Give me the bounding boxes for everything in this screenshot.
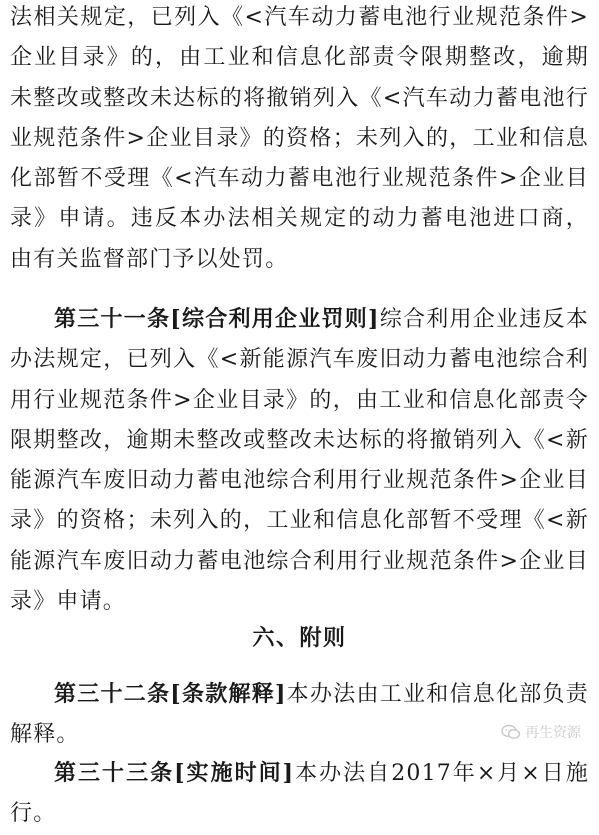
wechat-icon — [501, 724, 521, 740]
section-heading: 六、附则 — [252, 625, 347, 651]
article-32-title: 第三十二条[条款解释] — [54, 681, 287, 707]
article-31 — [10, 299, 589, 622]
article-33-body: 本办法自2017年×月×日施行。 — [10, 761, 589, 827]
article-32 — [10, 674, 589, 756]
article-32-body: 本办法由工业和信息化部负责解释。 — [10, 682, 589, 748]
watermark-text: 再生资源 — [525, 725, 581, 741]
article-33 — [10, 753, 589, 835]
article-33-title: 第三十三条[实施时间] — [54, 760, 295, 786]
continuation-paragraph: 法相关规定，已列入《<汽车动力蓄电池行业规范条件>企业目录》的，由工业和信息化部责令限期整改，逾期未整改或整改未达标的将撤销列入《<汽车动力蓄电池行业规范条件>企业目录》的资格；未列入的，工业和信息化部暂不受理《<汽车动力蓄电池行业规范条件>企业目录》申请。违反本办法相关规定的动力蓄电池进口商，由有关监督部门予以处罚。 — [10, 5, 589, 272]
article-31-title: 第三十一条[综合利用企业罚则] — [54, 306, 380, 332]
article-31-body: 综合利用企业违反本办法规定，已列入《<新能源汽车废旧动力蓄电池综合利用行业规范条件>企业目录》的，由工业和信息化部责令限期整改，逾期未整改或整改未达标的将撤销列入《<新能源汽车废旧动力蓄电池综合利用行业规范条件>企业目录》的资格；未列入的，工业和信息化部暂不受理《<新能源汽车废旧动力蓄电池综合利用行业规范条件>企业目录》申请。 — [10, 307, 589, 615]
watermark — [501, 721, 581, 743]
